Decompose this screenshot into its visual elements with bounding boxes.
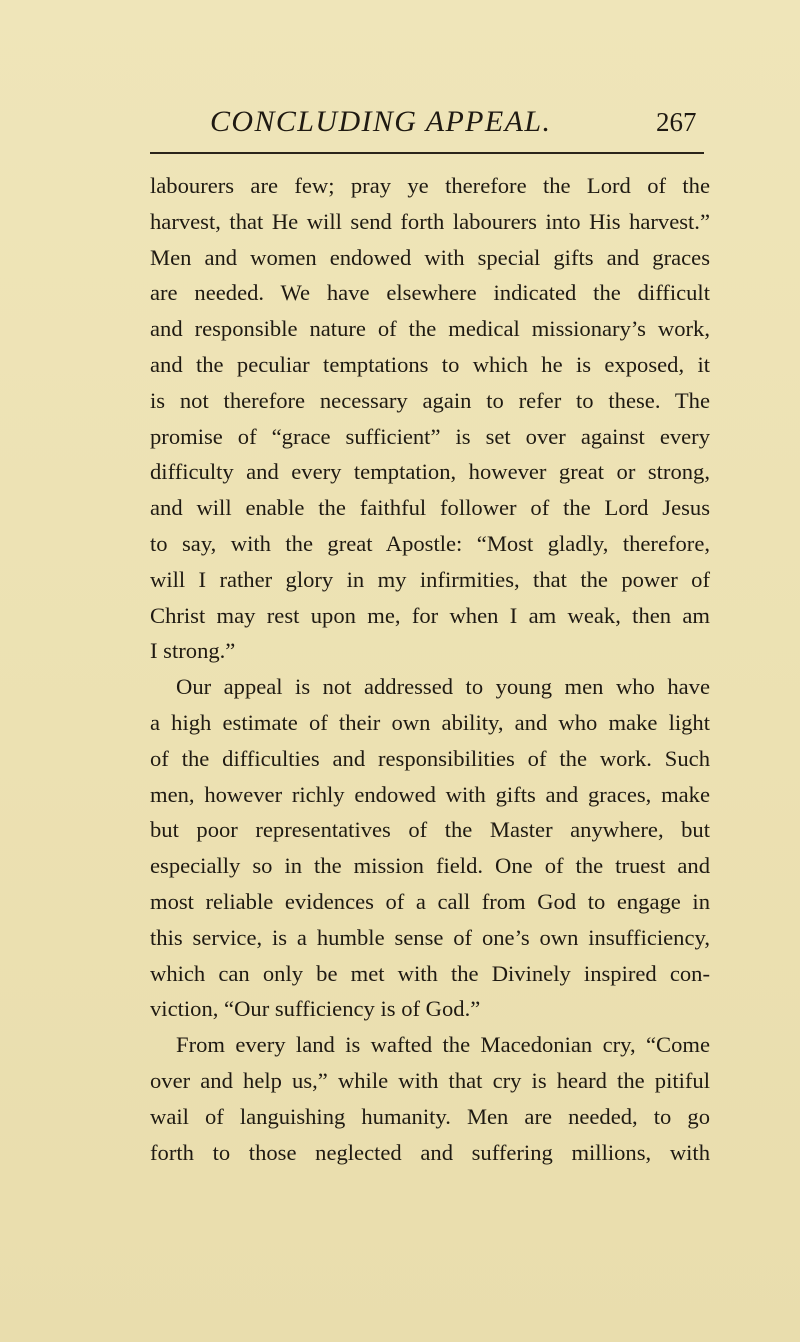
body-text [150, 168, 710, 1170]
text-line: but poor representatives of the Master anywhere, but [150, 817, 710, 843]
text-line: labourers are few; pray ye therefore the Lord of the [150, 173, 710, 198]
text-line: are needed. We have elsewhere indicated the difficult [150, 280, 710, 306]
text-line: most reliable evidences of a call from God to engage in [150, 888, 710, 914]
text-line: which can only be met with the Divinely inspired con- [150, 960, 710, 986]
text-line: forth to those neglected and suffering millions, with [150, 1139, 710, 1165]
running-head [0, 100, 800, 144]
text-line: is not therefore necessary again to refer to these. The [150, 387, 710, 413]
text-line: difficulty and every temptation, however great or strong, [150, 459, 710, 485]
text-line: a high estimate of their own ability, and who make light [150, 709, 710, 735]
text-line: this service, is a humble sense of one’s own insufficiency, [150, 924, 710, 950]
text-line: Our appeal is not addressed to young men who have [176, 674, 710, 700]
text-line: Christ may rest upon me, for when I am weak, then am [150, 602, 710, 628]
text-line: and responsible nature of the medical missionary’s work, [150, 316, 710, 342]
text-line: harvest, that He will send forth labourers into His harvest.” [150, 208, 710, 234]
text-line: Men and women endowed with special gifts and graces [150, 244, 710, 270]
text-line: men, however richly endowed with gifts and graces, make [150, 781, 710, 807]
running-title: CONCLUDING APPEAL. [210, 105, 552, 138]
text-line: especially so in the mission field. One of the truest and [150, 853, 710, 879]
text-line: viction, “Our sufficiency is of God.” [150, 996, 481, 1022]
text-line: and the peculiar temptations to which he is exposed, it [150, 351, 710, 377]
text-line: of the difficulties and responsibilities of the work. Such [150, 745, 710, 771]
text-line: wail of languishing humanity. Men are needed, to go [150, 1103, 710, 1129]
text-line: From every land is wafted the Macedonian cry, “Come [176, 1032, 710, 1058]
text-line: promise of “grace sufficient” is set over against every [150, 423, 710, 449]
text-line: and will enable the faithful follower of the Lord Jesus [150, 495, 710, 521]
text-line: I strong.” [150, 638, 236, 664]
text-line: will I rather glory in my infirmities, that the power of [150, 566, 710, 592]
header-rule [150, 152, 704, 154]
text-line: to say, with the great Apostle: “Most gladly, therefore, [150, 530, 710, 556]
page-number: 267 [656, 107, 697, 137]
text-line: over and help us,” while with that cry is heard the pitiful [150, 1067, 710, 1093]
